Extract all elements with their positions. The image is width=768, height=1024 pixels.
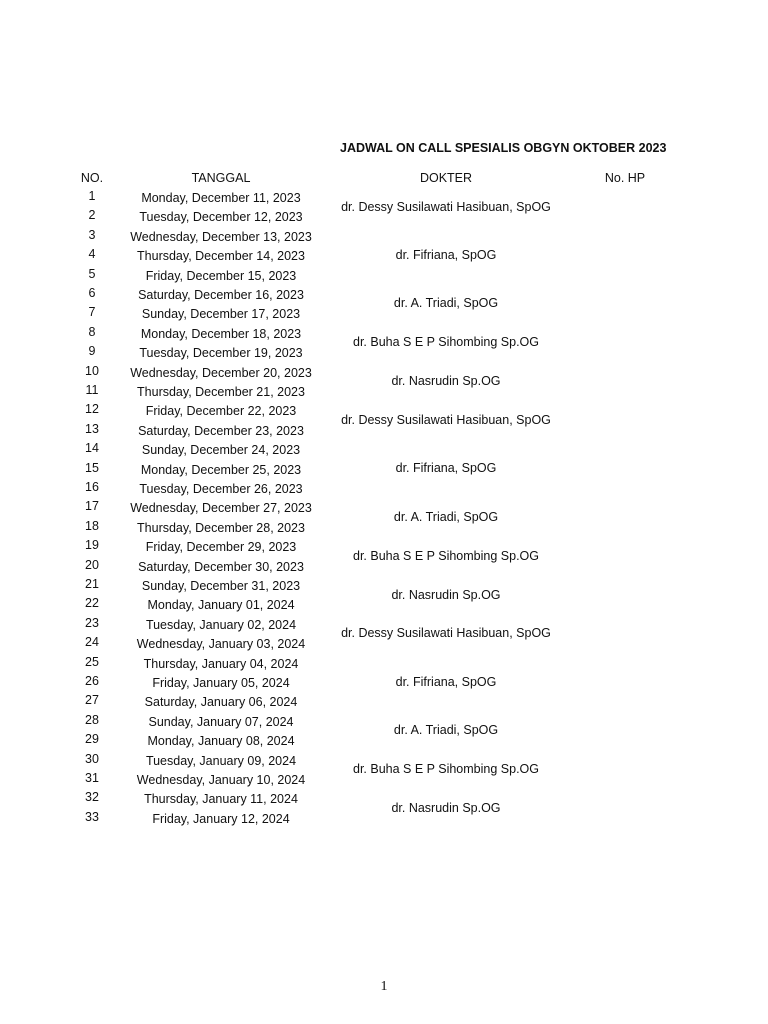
row-number: 30 — [85, 751, 99, 766]
doctor-name: dr. A. Triadi, SpOG — [393, 296, 499, 310]
row-date: Thursday, December 21, 2023 — [137, 385, 305, 399]
row-date: Saturday, January 06, 2024 — [144, 695, 298, 710]
row-date: Monday, December 25, 2023 — [140, 462, 302, 477]
row-date: Saturday, December 16, 2023 — [138, 288, 304, 302]
row-date: Wednesday, December 20, 2023 — [130, 365, 312, 380]
row-date: Friday, December 22, 2023 — [145, 404, 297, 419]
doctor-name: dr. Fifriana, SpOG — [395, 675, 497, 689]
table-row — [0, 266, 768, 288]
doctor-name: dr. Dessy Susilawati Hasibuan, SpOG — [341, 413, 551, 427]
doctor-name: dr. Dessy Susilawati Hasibuan, SpOG — [341, 200, 551, 214]
row-date: Tuesday, December 12, 2023 — [139, 210, 303, 225]
row-number: 12 — [85, 402, 99, 417]
row-date: Sunday, December 17, 2023 — [141, 307, 301, 322]
row-number: 26 — [85, 674, 99, 688]
doctor-name: dr. Dessy Susilawati Hasibuan, SpOG — [341, 626, 551, 640]
row-number: 3 — [88, 227, 96, 242]
row-number: 1 — [88, 189, 96, 203]
header-phone: No. HP — [604, 171, 646, 185]
row-number: 32 — [85, 790, 99, 805]
row-number: 31 — [85, 771, 99, 785]
row-date: Wednesday, December 27, 2023 — [130, 501, 312, 516]
doctor-name: dr. Nasrudin Sp.OG — [391, 801, 501, 815]
row-date: Friday, December 15, 2023 — [145, 268, 297, 283]
table-row — [0, 734, 768, 753]
row-number: 25 — [85, 654, 99, 669]
row-number: 11 — [85, 383, 99, 397]
document-title: JADWAL ON CALL SPESIALIS OBGYN OKTOBER 2023 — [340, 141, 667, 155]
row-date: Sunday, December 24, 2023 — [141, 443, 301, 458]
table-row — [0, 227, 768, 249]
table-row — [0, 654, 768, 676]
row-number: 13 — [85, 421, 99, 436]
doctor-name: dr. A. Triadi, SpOG — [393, 510, 499, 524]
row-number: 7 — [88, 305, 96, 320]
row-number: 33 — [85, 809, 99, 824]
row-number: 27 — [85, 693, 99, 708]
row-date: Thursday, December 28, 2023 — [137, 520, 305, 535]
row-number: 16 — [85, 480, 99, 494]
row-date: Wednesday, January 03, 2024 — [136, 637, 306, 652]
doctor-name: dr. Fifriana, SpOG — [395, 248, 497, 262]
row-number: 29 — [85, 732, 99, 747]
doctor-name: dr. Buha S E P Sihombing Sp.OG — [353, 762, 539, 776]
doctor-name: dr. Buha S E P Sihombing Sp.OG — [353, 549, 539, 563]
row-date: Thursday, January 11, 2024 — [144, 792, 298, 807]
table-row — [0, 637, 768, 656]
row-date: Friday, January 12, 2024 — [152, 811, 290, 826]
row-date: Monday, January 01, 2024 — [147, 598, 295, 613]
header-no: NO. — [80, 171, 104, 185]
row-number: 4 — [88, 247, 96, 262]
row-number: 20 — [85, 557, 99, 572]
row-date: Wednesday, December 13, 2023 — [130, 229, 312, 244]
row-number: 8 — [88, 324, 96, 339]
row-number: 15 — [85, 460, 99, 475]
row-number: 19 — [85, 538, 99, 553]
table-row — [0, 443, 768, 462]
row-date: Tuesday, December 26, 2023 — [139, 482, 303, 496]
row-date: Tuesday, December 19, 2023 — [139, 346, 303, 361]
doctor-name: dr. Fifriana, SpOG — [395, 461, 497, 475]
row-date: Wednesday, January 10, 2024 — [136, 773, 306, 787]
row-date: Sunday, January 07, 2024 — [148, 714, 294, 729]
row-number: 22 — [85, 596, 99, 611]
row-date: Monday, December 18, 2023 — [140, 326, 302, 341]
row-number: 9 — [88, 344, 96, 359]
row-date: Sunday, December 31, 2023 — [141, 579, 301, 593]
doctor-name: dr. Buha S E P Sihombing Sp.OG — [353, 335, 539, 349]
row-date: Friday, January 05, 2024 — [152, 676, 290, 690]
row-date: Monday, December 11, 2023 — [141, 191, 301, 205]
row-number: 24 — [85, 635, 99, 650]
row-number: 28 — [85, 712, 99, 727]
doctor-name: dr. A. Triadi, SpOG — [393, 723, 499, 737]
doctor-name: dr. Nasrudin Sp.OG — [391, 588, 501, 602]
row-number: 21 — [85, 577, 99, 591]
row-number: 18 — [85, 518, 99, 533]
row-date: Monday, January 08, 2024 — [147, 734, 295, 749]
row-date: Friday, December 29, 2023 — [145, 540, 297, 555]
row-number: 14 — [85, 441, 99, 456]
row-number: 5 — [88, 266, 96, 281]
row-number: 6 — [88, 286, 96, 300]
page-number: 1 — [380, 979, 388, 994]
row-date: Tuesday, January 09, 2024 — [145, 753, 297, 768]
table-row — [0, 346, 768, 365]
row-date: Thursday, December 14, 2023 — [137, 249, 305, 264]
row-date: Thursday, January 04, 2024 — [143, 656, 299, 671]
header-doctor: DOKTER — [419, 171, 473, 185]
table-row — [0, 482, 768, 501]
doctor-name: dr. Nasrudin Sp.OG — [391, 374, 501, 388]
row-date: Tuesday, January 02, 2024 — [145, 617, 297, 632]
row-number: 10 — [85, 363, 99, 378]
row-number: 23 — [85, 615, 99, 630]
row-date: Saturday, December 23, 2023 — [138, 423, 304, 438]
table-row — [0, 307, 768, 326]
table-row — [0, 695, 768, 714]
row-number: 2 — [88, 208, 96, 223]
row-date: Saturday, December 30, 2023 — [138, 559, 304, 574]
header-date: TANGGAL — [191, 171, 251, 185]
row-number: 17 — [85, 499, 99, 514]
